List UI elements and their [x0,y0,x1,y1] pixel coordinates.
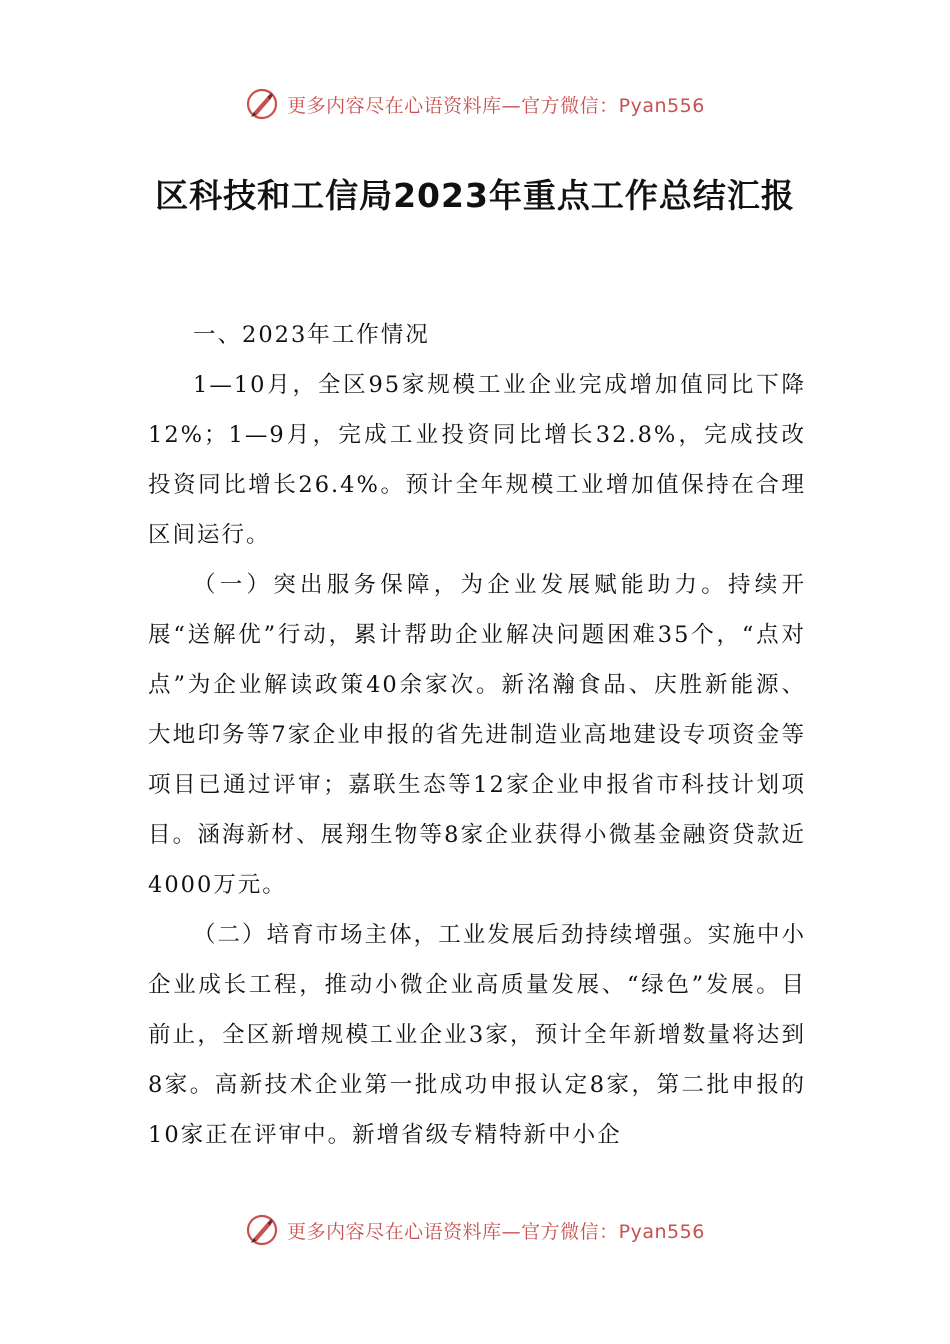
paragraph-service-guarantee: （一）突出服务保障，为企业发展赋能助力。持续开展“送解优”行动，累计帮助企业解决问题困难35个，“点对点”为企业解读政策40余家次。新洺瀚食品、庆胜新能源、大地印务等7家企业申报的省先进制造业高地建设专项资金等项目已通过评审；嘉联生态等12家企业申报省市科技计划项目。涵海新材、展翔生物等8家企业获得小微基金融资贷款近4000万元。 [148,572,806,898]
paragraph-overview: 1—10月，全区95家规模工业企业完成增加值同比下降12%；1—9月，完成工业投资同比增长32.8%，完成技改投资同比增长26.4%。预计全年规模工业增加值保持在合理区间运行。 [148,372,806,548]
pen-logo-icon [245,1213,279,1247]
watermark-footer [0,1210,950,1250]
document-title: 区科技和工信局2023年重点工作总结汇报 [155,176,795,215]
paragraph-market-entities: （二）培育市场主体，工业发展后劲持续增强。实施中小企业成长工程，推动小微企业高质量发展、“绿色”发展。目前止，全区新增规模工业企业3家，预计全年新增数量将达到8家。高新技术企业第一批成功申报认定8家，第二批申报的10家正在评审中。新增省级专精特新中小企 [148,922,806,1148]
watermark-header [0,84,950,124]
watermark-text: 更多内容尽在心语资料库—官方微信：Pyan556 [287,94,705,117]
section-heading: 一、2023年工作情况 [193,322,430,348]
watermark-text: 更多内容尽在心语资料库—官方微信：Pyan556 [287,1220,705,1243]
document-body [148,310,806,1160]
pen-logo-icon [245,87,279,121]
